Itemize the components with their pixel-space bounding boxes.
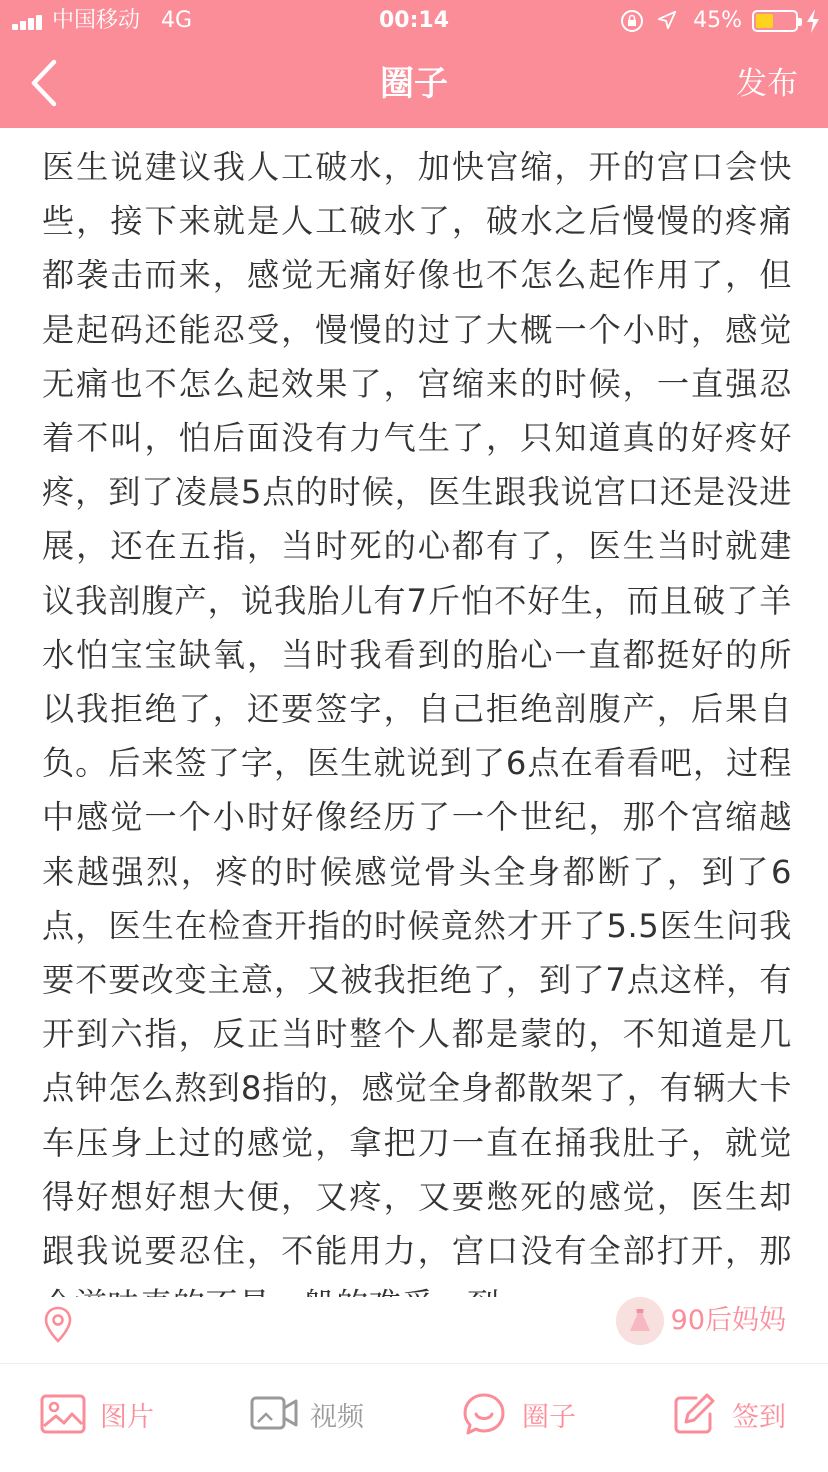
bottom-toolbar [0, 1364, 828, 1472]
page-title: 圈子 [380, 64, 448, 104]
checkin-label: 签到 [732, 1402, 786, 1433]
video-button[interactable] [250, 1392, 370, 1444]
status-bar [0, 0, 828, 42]
image-icon [40, 1392, 86, 1436]
carrier-name: 中国移动 [52, 8, 141, 33]
dress-icon [616, 1297, 664, 1345]
circle-avatar[interactable] [616, 1297, 664, 1345]
charging-icon [806, 9, 820, 33]
image-label: 图片 [100, 1402, 154, 1433]
location-arrow-icon [656, 9, 678, 31]
clock: 00:14 [378, 8, 450, 33]
network-type: 4G [161, 8, 193, 33]
battery-icon [752, 10, 798, 32]
nav-bar [0, 42, 828, 128]
post-meta-row [0, 1297, 828, 1363]
publish-button[interactable]: 发布 [736, 66, 798, 102]
video-label: 视频 [310, 1402, 364, 1433]
edit-icon [672, 1392, 716, 1436]
location-pin-icon[interactable] [42, 1305, 74, 1345]
image-button[interactable] [40, 1392, 160, 1444]
post-text[interactable]: 医生说建议我人工破水，加快宫缩，开的宫口会快些，接下来就是人工破水了，破水之后慢慢的疼痛都袭击而来，感觉无痛好像也不怎么起作用了，但是起码还能忍受，慢慢的过了大概一个小时，感觉无痛也不怎么起效果了，宫缩来的时候，一直强忍着不叫，怕后面没有力气生了，只知道真的好疼好疼，到了凌晨5点的时候，医生跟我说宫口还是没进展，还在五指，当时死的心都有了，医生当时就建议我剖腹产，说我胎儿有7斤怕不好生，而且破了羊水怕宝宝缺氧，当时我看到的胎心一直都挺好的所以我拒绝了，还要签字，自己拒绝剖腹产，后果自负。后来签了字，医生就说到了6点在看看吧，过程中感觉一个小时好像经历了一个世纪，那个宫缩越来越强烈，疼的时候感觉骨头全身都断了，到了6点，医生在检查开指的时候竟然才开了5.5医生问我要不要改变主意，又被我拒绝了，到了7点这样，有开到六指，反正当时整个人都是蒙的，不知道是几点钟怎么熬到8指的，感觉全身都散架了，有辆大卡车压身上过的感觉，拿把刀一直在捅我肚子，就觉得好想好想大便，又疼，又要憋死的感觉，医生却跟我说要忍住，不能用力，宫口没有全部打开，那 [42, 148, 792, 1271]
rotation-lock-icon [620, 9, 644, 33]
circle-button[interactable] [462, 1392, 582, 1444]
header [0, 0, 828, 128]
circle-label: 圈子 [522, 1402, 576, 1433]
post-body-area[interactable] [42, 140, 792, 1297]
video-icon [250, 1392, 298, 1436]
checkin-button[interactable] [672, 1392, 792, 1444]
circle-name[interactable]: 90后妈妈 [670, 1305, 786, 1336]
battery-percent: 45% [693, 8, 742, 33]
circle-icon [462, 1392, 506, 1436]
